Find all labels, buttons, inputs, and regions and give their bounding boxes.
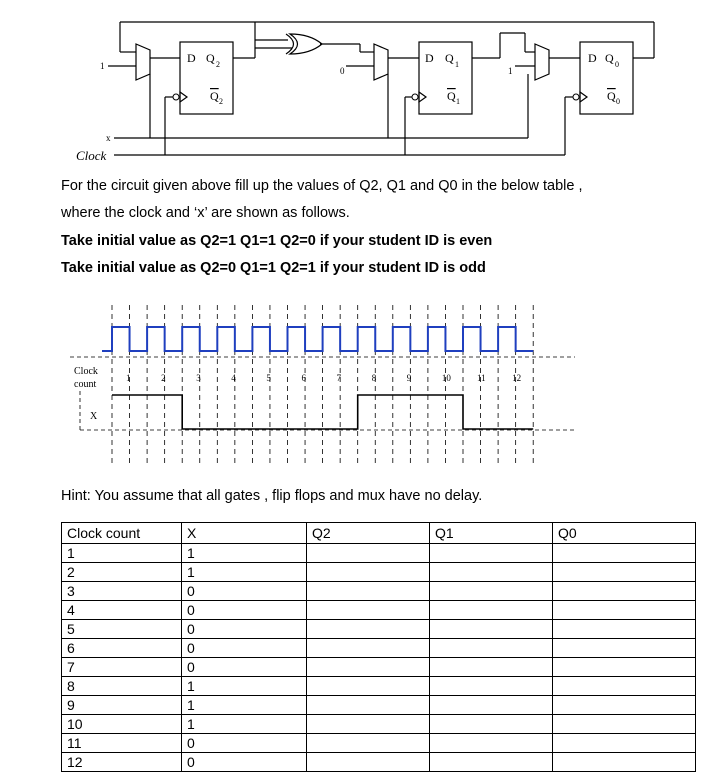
const-input-1: 1	[100, 61, 105, 71]
wave-count-label: 5	[266, 373, 271, 383]
cell-q0[interactable]	[553, 544, 696, 563]
header-x: X	[182, 523, 307, 544]
ff-q0-qbar-sub: 0	[616, 97, 620, 106]
cell-x: 0	[182, 734, 307, 753]
cell-q0[interactable]	[553, 563, 696, 582]
ff-q2-d-label: D	[187, 51, 196, 65]
cell-q1[interactable]	[430, 544, 553, 563]
ff-q2-q-sub: 2	[216, 60, 220, 69]
header-clock-count: Clock count	[62, 523, 182, 544]
table-row	[62, 753, 696, 772]
cell-q2[interactable]	[307, 582, 430, 601]
cell-x: 1	[182, 544, 307, 563]
ff-q2-qbar-sub: 2	[219, 97, 223, 106]
cell-x: 0	[182, 601, 307, 620]
table-header-row	[62, 523, 696, 544]
table-row	[62, 620, 696, 639]
wave-x-label: X	[90, 411, 98, 422]
cell-q1[interactable]	[430, 658, 553, 677]
cell-x: 0	[182, 753, 307, 772]
cell-q0[interactable]	[553, 620, 696, 639]
ff-q1-qbar-sub: 1	[456, 97, 460, 106]
ff-q0-d-label: D	[588, 51, 597, 65]
hint-text: Hint: You assume that all gates , flip flops and mux have no delay.	[61, 488, 483, 504]
cell-clock-count: 3	[62, 582, 182, 601]
cell-clock-count: 4	[62, 601, 182, 620]
wave-clock-label-2: count	[74, 379, 97, 390]
wave-count-label: 2	[161, 373, 166, 383]
ff-q0-qbar: Q	[607, 89, 616, 103]
xor-gate	[290, 34, 322, 54]
ff-q2-qbar: Q	[210, 89, 219, 103]
answer-table	[61, 522, 696, 772]
clock-input-label: Clock	[76, 148, 107, 163]
cell-q2[interactable]	[307, 677, 430, 696]
cell-x: 0	[182, 582, 307, 601]
cell-clock-count: 12	[62, 753, 182, 772]
cell-clock-count: 8	[62, 677, 182, 696]
cell-q2[interactable]	[307, 696, 430, 715]
cell-q0[interactable]	[553, 639, 696, 658]
cell-x: 1	[182, 715, 307, 734]
wave-count-label: 11	[477, 373, 486, 383]
cell-q0[interactable]	[553, 658, 696, 677]
cell-clock-count: 10	[62, 715, 182, 734]
cell-q1[interactable]	[430, 563, 553, 582]
table-row	[62, 696, 696, 715]
ff-q1-q-sub: 1	[455, 60, 459, 69]
table-row	[62, 639, 696, 658]
cell-q2[interactable]	[307, 639, 430, 658]
cell-q2[interactable]	[307, 544, 430, 563]
cell-x: 1	[182, 677, 307, 696]
table-row	[62, 715, 696, 734]
const-input-2: 0	[340, 66, 345, 76]
cell-q1[interactable]	[430, 582, 553, 601]
wave-count-label: 10	[441, 373, 451, 383]
wave-count-label: 1	[126, 373, 131, 383]
cell-x: 0	[182, 639, 307, 658]
wave-count-label: 9	[406, 373, 412, 383]
cell-q2[interactable]	[307, 620, 430, 639]
x-input-label: x	[106, 133, 111, 143]
cell-clock-count: 9	[62, 696, 182, 715]
ff-q0-q-sub: 0	[615, 60, 619, 69]
cell-q2[interactable]	[307, 658, 430, 677]
ff-q1-q-label: Q	[445, 51, 454, 65]
cell-q1[interactable]	[430, 715, 553, 734]
cell-clock-count: 7	[62, 658, 182, 677]
cell-q1[interactable]	[430, 639, 553, 658]
cell-q0[interactable]	[553, 715, 696, 734]
table-row	[62, 601, 696, 620]
cell-q1[interactable]	[430, 601, 553, 620]
timing-diagram	[0, 295, 707, 480]
cell-q0[interactable]	[553, 601, 696, 620]
cell-q2[interactable]	[307, 715, 430, 734]
mux-1	[136, 44, 150, 80]
wave-count-label: 3	[196, 373, 201, 383]
cell-q1[interactable]	[430, 734, 553, 753]
question-line-2: where the clock and ‘x’ are shown as follows.	[61, 205, 350, 221]
cell-q2[interactable]	[307, 563, 430, 582]
ff-q0-q-label: Q	[605, 51, 614, 65]
cell-q0[interactable]	[553, 696, 696, 715]
cell-clock-count: 2	[62, 563, 182, 582]
table-row	[62, 544, 696, 563]
ff-q2-q-label: Q	[206, 51, 215, 65]
cell-x: 1	[182, 696, 307, 715]
ff-q1-qbar: Q	[447, 89, 456, 103]
wave-count-label: 12	[512, 373, 522, 383]
cell-q1[interactable]	[430, 753, 553, 772]
cell-clock-count: 11	[62, 734, 182, 753]
wave-count-label: 6	[301, 373, 306, 383]
header-q2: Q2	[307, 523, 430, 544]
table-row	[62, 582, 696, 601]
cell-q0[interactable]	[553, 734, 696, 753]
mux-3	[535, 44, 549, 80]
ff-q1-d-label: D	[425, 51, 434, 65]
table-row	[62, 563, 696, 582]
cell-q2[interactable]	[307, 753, 430, 772]
table-row	[62, 677, 696, 696]
even-id-instruction: Take initial value as Q2=1 Q1=1 Q2=0 if your student ID is even	[61, 233, 493, 249]
table-row	[62, 658, 696, 677]
cell-x: 0	[182, 620, 307, 639]
wave-count-label: 7	[336, 373, 342, 383]
circuit-diagram	[0, 0, 707, 170]
odd-id-instruction: Take initial value as Q2=0 Q1=1 Q2=1 if your student ID is odd	[61, 260, 486, 276]
cell-q1[interactable]	[430, 677, 553, 696]
cell-q2[interactable]	[307, 734, 430, 753]
cell-clock-count: 6	[62, 639, 182, 658]
const-input-3: 1	[508, 66, 513, 76]
cell-x: 1	[182, 563, 307, 582]
cell-x: 0	[182, 658, 307, 677]
wave-clock-label-1: Clock	[74, 366, 98, 377]
cell-q2[interactable]	[307, 601, 430, 620]
header-q0: Q0	[553, 523, 696, 544]
cell-q0[interactable]	[553, 753, 696, 772]
mux-2	[374, 44, 388, 80]
wave-count-label: 8	[371, 373, 377, 383]
cell-clock-count: 5	[62, 620, 182, 639]
cell-q0[interactable]	[553, 582, 696, 601]
clock-waveform	[102, 327, 533, 351]
cell-q1[interactable]	[430, 620, 553, 639]
table-row	[62, 734, 696, 753]
wave-count-label: 4	[231, 373, 236, 383]
cell-q0[interactable]	[553, 677, 696, 696]
question-line-1: For the circuit given above fill up the values of Q2, Q1 and Q0 in the below table ,	[61, 178, 583, 194]
cell-clock-count: 1	[62, 544, 182, 563]
header-q1: Q1	[430, 523, 553, 544]
cell-q1[interactable]	[430, 696, 553, 715]
